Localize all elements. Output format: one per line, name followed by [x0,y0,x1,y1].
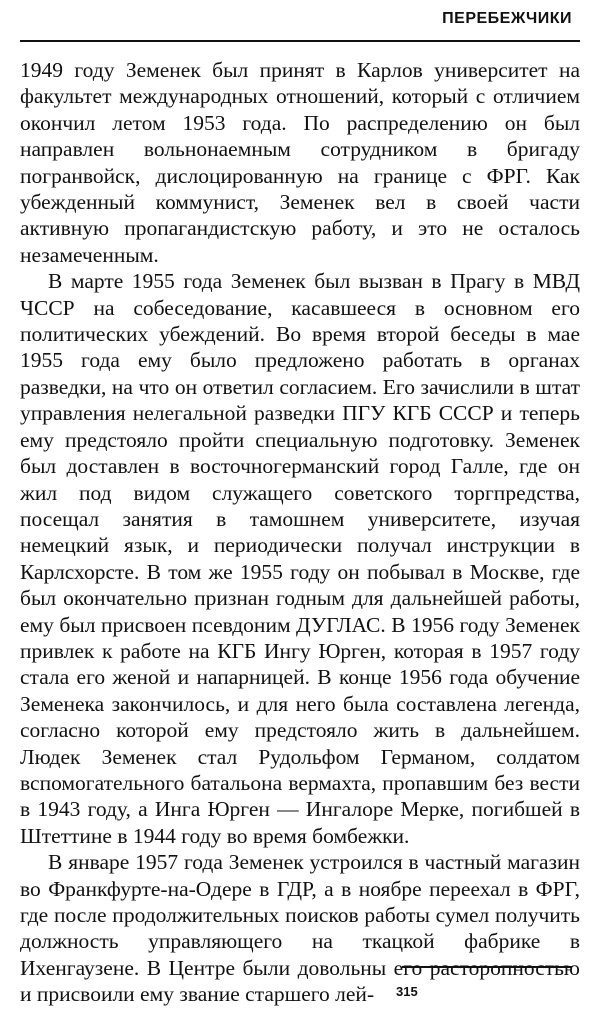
header-rule [20,40,580,42]
paragraph-1: 1949 году Земенек был принят в Карлов университет на факультет международных отношений, который с отличием окончил летом 1953 года. По распределению он был направлен вольнонаемным сотрудником в бригаду погранвойск, дислоцированную на границе с ФРГ. Как убежденный коммунист, Земенек вел в своей части активную пропагандистскую работу, и это не осталось незамеченным. [20,58,580,267]
book-page [20,0,580,1011]
page-number: 315 [396,984,418,999]
paragraph-3: В январе 1957 года Земенек устроился в частный магазин во Франкфурте-на-Одере в ГДР, а в ноябре переехал в ФРГ, где после продолжительных поисков работы сумел получить должность управляющего на ткацкой фабрике в Ихенгаузене. В Центре были довольны его расторопностью и присвоили ему звание старшего лей- [20,850,580,1007]
footer-rule [402,966,572,968]
paragraph-2: В марте 1955 года Земенек был вызван в Прагу в МВД ЧССР на собеседование, касавшееся в основном его политических убеждений. Во время второй беседы в мае 1955 года ему было предложено работать в органах разведки, на что он ответил согласием. Его зачислили в штат управления нелегальной разведки ПГУ КГБ СССР и теперь ему предстояло пройти специальную подготовку. Земенек был доставлен в восточногерманский город Галле, где он жил под видом служащего советского торгпредства, посещал занятия в тамошнем университете, изучая немецкий язык, и периодически получал инструкции в Карлсхорсте. В том же 1955 году он побывал в Москве, где был окончательно признан годным для дальнейшей работы, ему был присвоен псевдоним ДУГЛАС. В 1956 году Земенек привлек к работе на КГБ Ингу Юрген, которая в 1957 году стала его женой и напарницей. В конце 1956 года обучение Земенека закончилось, и для него была составлена легенда, согласно которой ему предстояло жить в дальнейшем. Людек Земенек стал Рудольфом Германом, солдатом вспомогательного батальона вермахта, пропавшим без вести в 1943 году, а Инга Юрген — Ингалоре Мерке, погибшей в Штеттине в 1944 году во время бомбежки. [20,269,580,848]
running-head: ПЕРЕБЕЖЧИКИ [442,10,572,27]
body-text [20,57,580,1008]
